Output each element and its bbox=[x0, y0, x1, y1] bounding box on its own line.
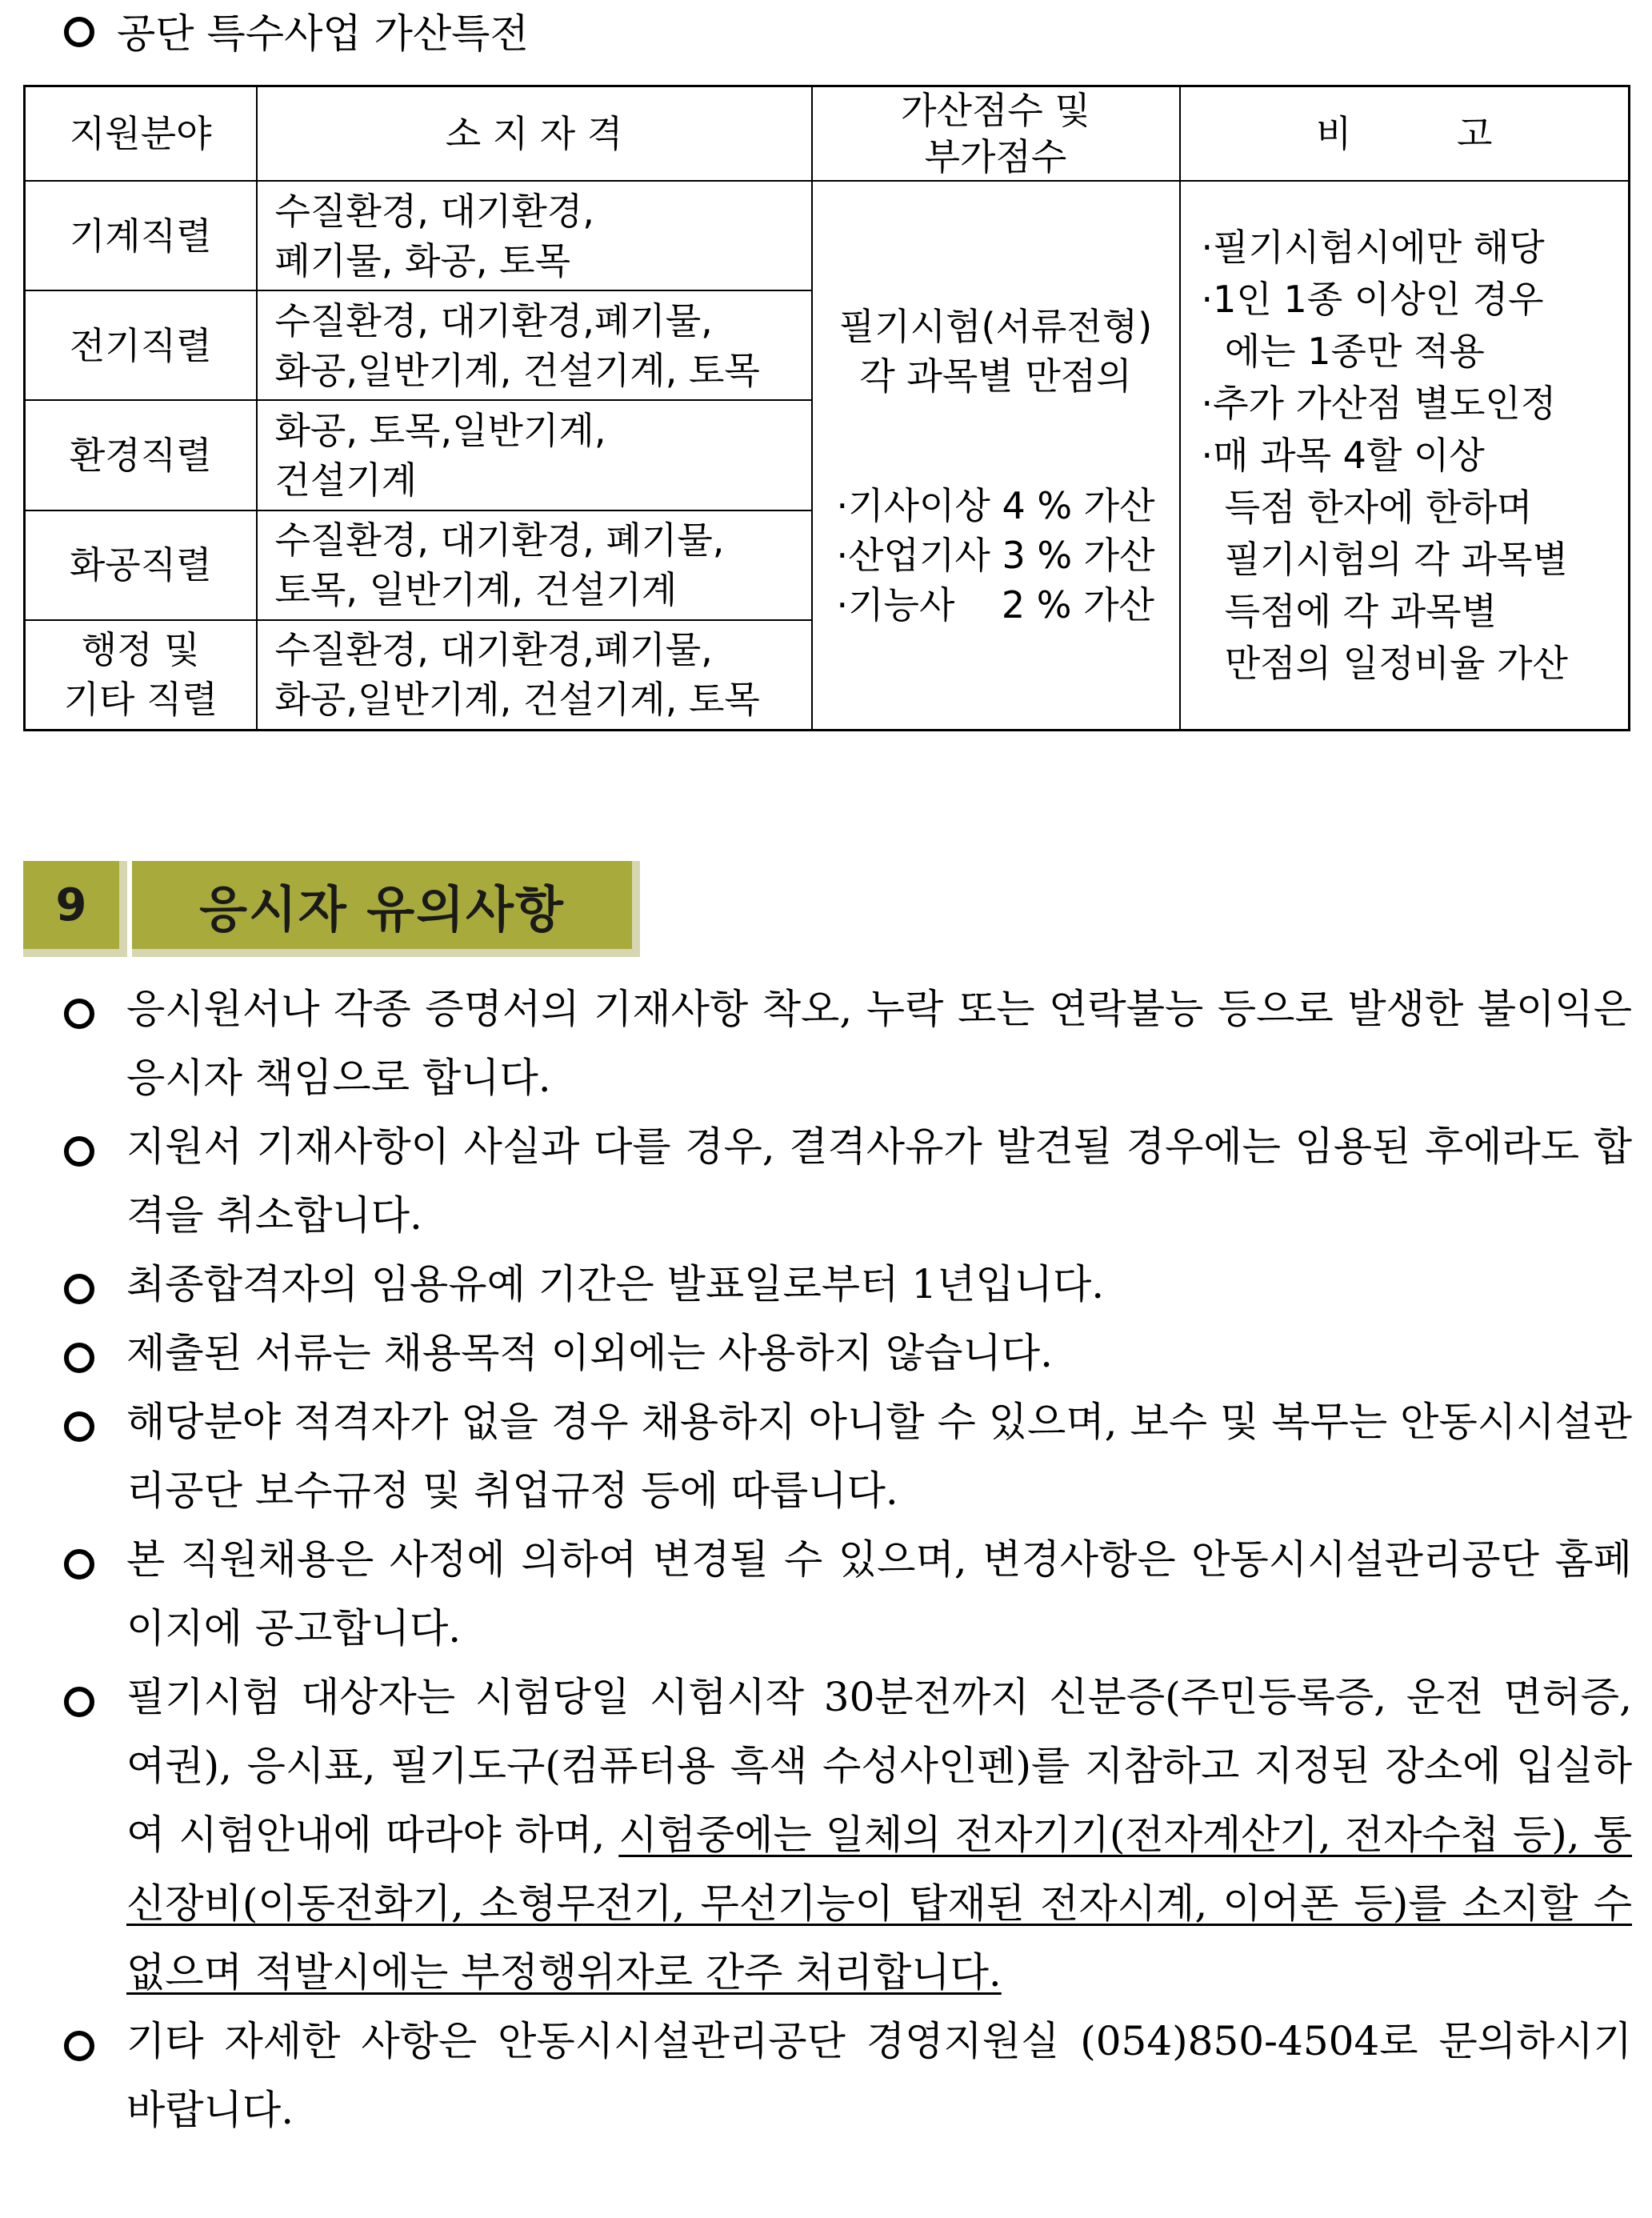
circle-bullet-icon bbox=[64, 1687, 94, 1717]
notice-text: 본 직원채용은 사정에 의하여 변경될 수 있으며, 변경사항은 안동시시설관리공단 홈페이지에 공고합니다. bbox=[126, 1536, 1632, 1651]
list-item bbox=[64, 2007, 1632, 2144]
circle-bullet-icon bbox=[64, 1136, 94, 1167]
field-cell: 행정 및 기타 직렬 bbox=[25, 620, 257, 731]
remark-line: ·필기시험시에만 해당 bbox=[1201, 226, 1545, 269]
points-intro: 필기시험(서류전형) 각 과목별 만점의 bbox=[838, 305, 1153, 398]
list-item bbox=[64, 1663, 1632, 2007]
qualification-cell: 수질환경, 대기환경,폐기물, 화공,일반기계, 건설기계, 토목 bbox=[257, 620, 812, 731]
qualification-cell: 수질환경, 대기환경, 폐기물, 화공, 토목 bbox=[257, 181, 812, 290]
list-item bbox=[64, 1387, 1632, 1525]
remark-line: ·1인 1종 이상인 경우 bbox=[1201, 278, 1544, 321]
header-points: 가산점수 및 부가점수 bbox=[812, 86, 1180, 182]
qualification-cell: 수질환경, 대기환경, 폐기물, 토목, 일반기계, 건설기계 bbox=[257, 510, 812, 620]
field-cell: 전기직렬 bbox=[25, 290, 257, 400]
circle-bullet-icon bbox=[64, 1411, 94, 1442]
field-cell: 화공직렬 bbox=[25, 510, 257, 620]
section-number: 9 bbox=[23, 861, 127, 957]
exam-notice bbox=[126, 1663, 1632, 2007]
exam-notice-text: 필기시험 대상자는 시험당일 시험시작 30분전까지 신분증(주민등록증, 운전 면허증, 여권), 응시표, 필기도구(컴퓨터용 흑색 수성사인펜)를 지참하고 지정된 장소에 입실하여 시험안내에 따라야 하며, bbox=[126, 1674, 1632, 1858]
circle-bullet-icon bbox=[64, 1343, 94, 1373]
notice-text: 제출된 서류는 채용목적 이외에는 사용하지 않습니다. bbox=[126, 1330, 1053, 1376]
field-cell: 기계직렬 bbox=[25, 181, 257, 290]
circle-bullet-icon bbox=[64, 1274, 94, 1304]
remark-line: ·추가 가산점 별도인정 bbox=[1201, 382, 1557, 425]
exam-notice-underlined: 시험중에는 일체의 전자기기(전자계산기, 전자수첩 등), 통신장비(이동전화기, 소형무전기, 무선기능이 탑재된 전자시계, 이어폰 등)를 소지할 수 없으며 적발시에는 부정행위자로 간주 처리합니다. bbox=[126, 1812, 1632, 1996]
notice-text: 최종합격자의 임용유예 기간은 발표일로부터 1년입니다. bbox=[126, 1261, 1105, 1307]
field-cell: 환경직렬 bbox=[25, 400, 257, 510]
header-remarks: 비 고 bbox=[1180, 86, 1630, 182]
remark-line: 필기시험의 각 과목별 bbox=[1201, 538, 1568, 581]
table-header-row bbox=[25, 86, 1630, 182]
list-item bbox=[64, 1319, 1632, 1387]
top-heading-text: 공단 특수사업 가산특전 bbox=[117, 10, 529, 57]
list-item bbox=[64, 1525, 1632, 1663]
list-item bbox=[64, 1112, 1632, 1250]
remark-line: 에는 1종만 적용 bbox=[1201, 330, 1485, 373]
points-cell bbox=[812, 181, 1180, 731]
list-item bbox=[64, 975, 1632, 1112]
header-qualification: 소 지 자 격 bbox=[257, 86, 812, 182]
contact-notice: 기타 자세한 사항은 안동시시설관리공단 경영지원실 (054)850-4504로 문의하시기 바랍니다. bbox=[126, 2018, 1632, 2133]
bonus-points-table bbox=[23, 85, 1630, 731]
notice-text: 응시원서나 각종 증명서의 기재사항 착오, 누락 또는 연락불능 등으로 발생한 불이익은 응시자 책임으로 합니다. bbox=[126, 986, 1632, 1101]
top-heading bbox=[64, 5, 529, 62]
circle-bullet-icon bbox=[64, 1549, 94, 1579]
table-row bbox=[25, 181, 1630, 290]
remark-line: 득점 한자에 한하며 bbox=[1201, 486, 1533, 529]
circle-bullet-icon bbox=[64, 2031, 94, 2061]
header-field: 지원분야 bbox=[25, 86, 257, 182]
remark-line: 득점에 각 과목별 bbox=[1201, 590, 1498, 633]
section-title: 응시자 유의사항 bbox=[132, 861, 640, 957]
qualification-cell: 수질환경, 대기환경,폐기물, 화공,일반기계, 건설기계, 토목 bbox=[257, 290, 812, 400]
points-list: ·기사이상 4 % 가산 ·산업기사 3 % 가산 ·기능사 2 % 가산 bbox=[836, 484, 1155, 627]
remark-line: ·매 과목 4할 이상 bbox=[1201, 434, 1485, 477]
notice-text: 해당분야 적격자가 없을 경우 채용하지 아니할 수 있으며, 보수 및 복무는 안동시시설관리공단 보수규정 및 취업규정 등에 따릅니다. bbox=[126, 1399, 1632, 1514]
remark-line: 만점의 일정비율 가산 bbox=[1201, 642, 1568, 685]
notice-text: 지원서 기재사항이 사실과 다를 경우, 결격사유가 발견될 경우에는 임용된 후에라도 합격을 취소합니다. bbox=[126, 1123, 1632, 1239]
remarks-cell bbox=[1180, 181, 1630, 731]
circle-bullet-icon bbox=[64, 999, 94, 1029]
circle-bullet-icon bbox=[64, 17, 94, 47]
notice-list bbox=[64, 975, 1632, 2144]
qualification-cell: 화공, 토목,일반기계, 건설기계 bbox=[257, 400, 812, 510]
list-item bbox=[64, 1250, 1632, 1319]
